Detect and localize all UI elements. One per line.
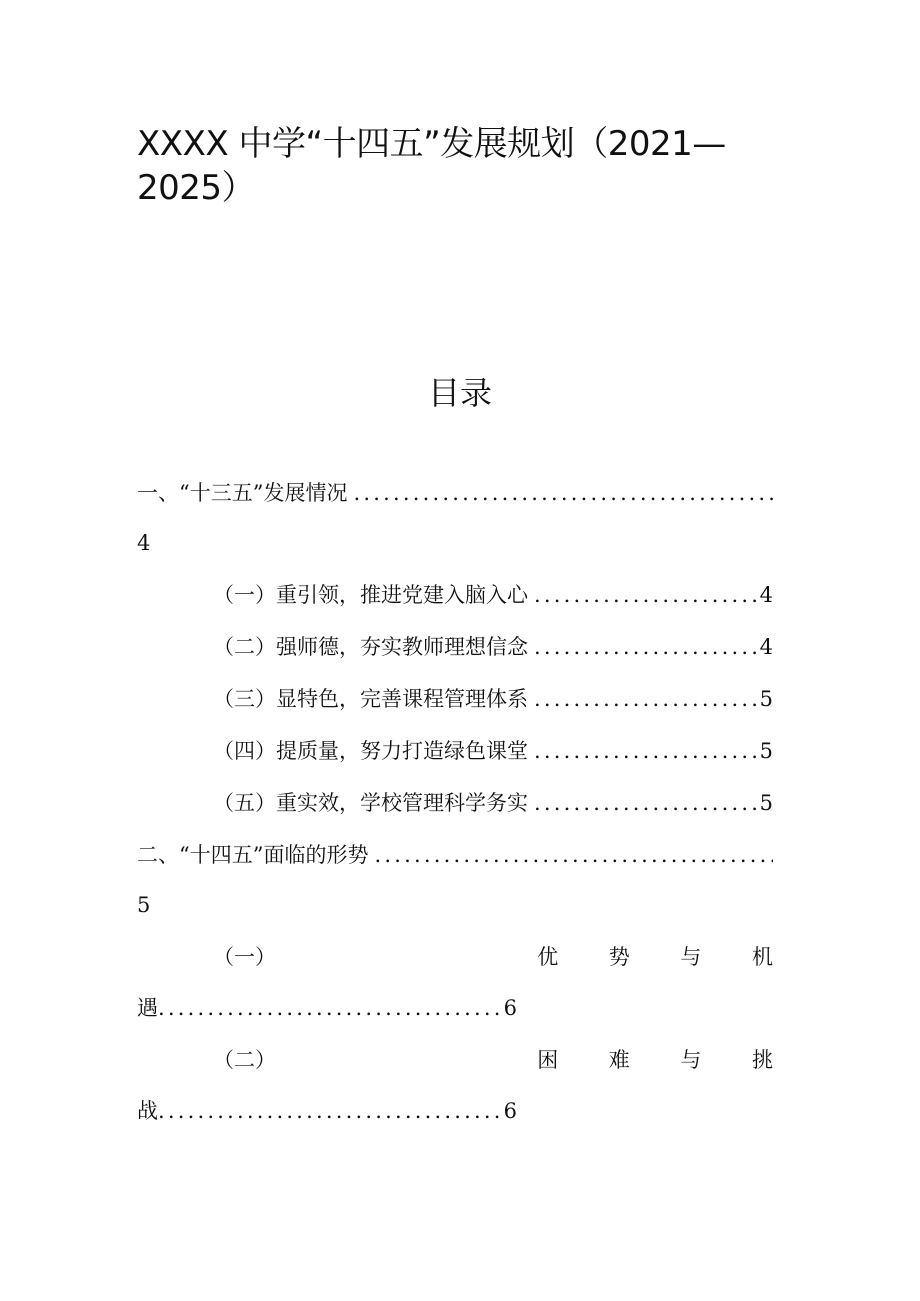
toc-entry[interactable] [213,684,773,714]
toc-entry-prefix: （二） [213,1048,276,1072]
toc-entry-char: 困 [537,1048,559,1072]
toc-leader-dots [534,684,756,714]
toc-page-number: 4 [759,583,773,607]
toc-entry-char: 与 [680,1048,702,1072]
toc-entry-justified[interactable] [213,942,773,972]
toc-entry[interactable] [213,788,773,818]
toc-entry-continuation[interactable] [137,1096,517,1126]
toc-page-number: 5 [137,893,151,917]
toc-entry-label: 一、“十三五”发展情况 [137,481,348,505]
toc-entry-char: 挑 [751,1048,773,1072]
toc-leader-dots [534,788,756,818]
toc-entry-char: 机 [751,945,773,969]
toc-entry-justified[interactable] [213,1045,773,1075]
toc-leader-dots [534,736,756,766]
toc-leader-dots [534,632,756,662]
toc-heading: 目录 [427,374,492,412]
toc-page-number: 6 [503,1099,518,1123]
toc-entry-label: （一）重引领，推进党建入脑入心 [213,583,528,607]
toc-entry-label: （二）强师德，夯实教师理想信念 [213,635,528,659]
toc-page-number: 4 [137,531,151,555]
toc-entry-continuation[interactable] [137,993,517,1023]
toc-entry-wrap-char: 战 [137,1099,158,1123]
toc-entry[interactable] [213,736,773,766]
toc-entry-label: （五）重实效，学校管理科学务实 [213,791,528,815]
toc-page-number: 6 [503,996,518,1020]
toc-entry-label: （三）显特色，完善课程管理体系 [213,687,528,711]
toc-page-number: 5 [759,791,773,815]
toc-page-number: 5 [759,739,773,763]
toc-entry[interactable] [213,580,773,610]
toc-leader-dots [534,580,756,610]
toc-leader-dots: ................................... [158,996,504,1020]
document-title: XXXX 中学“十四五”发展规划（2021—2025） [137,124,726,208]
toc-entry-char: 与 [680,945,702,969]
toc-entry[interactable] [213,632,773,662]
toc-entry-wrap-char: 遇 [137,996,158,1020]
toc-entry-section-2[interactable] [137,840,773,870]
toc-page-number: 5 [759,687,773,711]
toc-entry-section-1[interactable] [137,478,773,508]
toc-page-number: 4 [759,635,773,659]
toc-entry-char: 势 [608,945,630,969]
toc-entry-char: 难 [608,1048,630,1072]
toc-leader-dots [353,478,773,508]
toc-entry-label: （四）提质量，努力打造绿色课堂 [213,739,528,763]
toc-entry-prefix: （一） [213,945,276,969]
toc-entry-label: 二、“十四五”面临的形势 [137,843,369,867]
toc-entry-char: 优 [537,945,559,969]
toc-leader-dots: ................................... [158,1099,504,1123]
toc-leader-dots [374,840,773,870]
